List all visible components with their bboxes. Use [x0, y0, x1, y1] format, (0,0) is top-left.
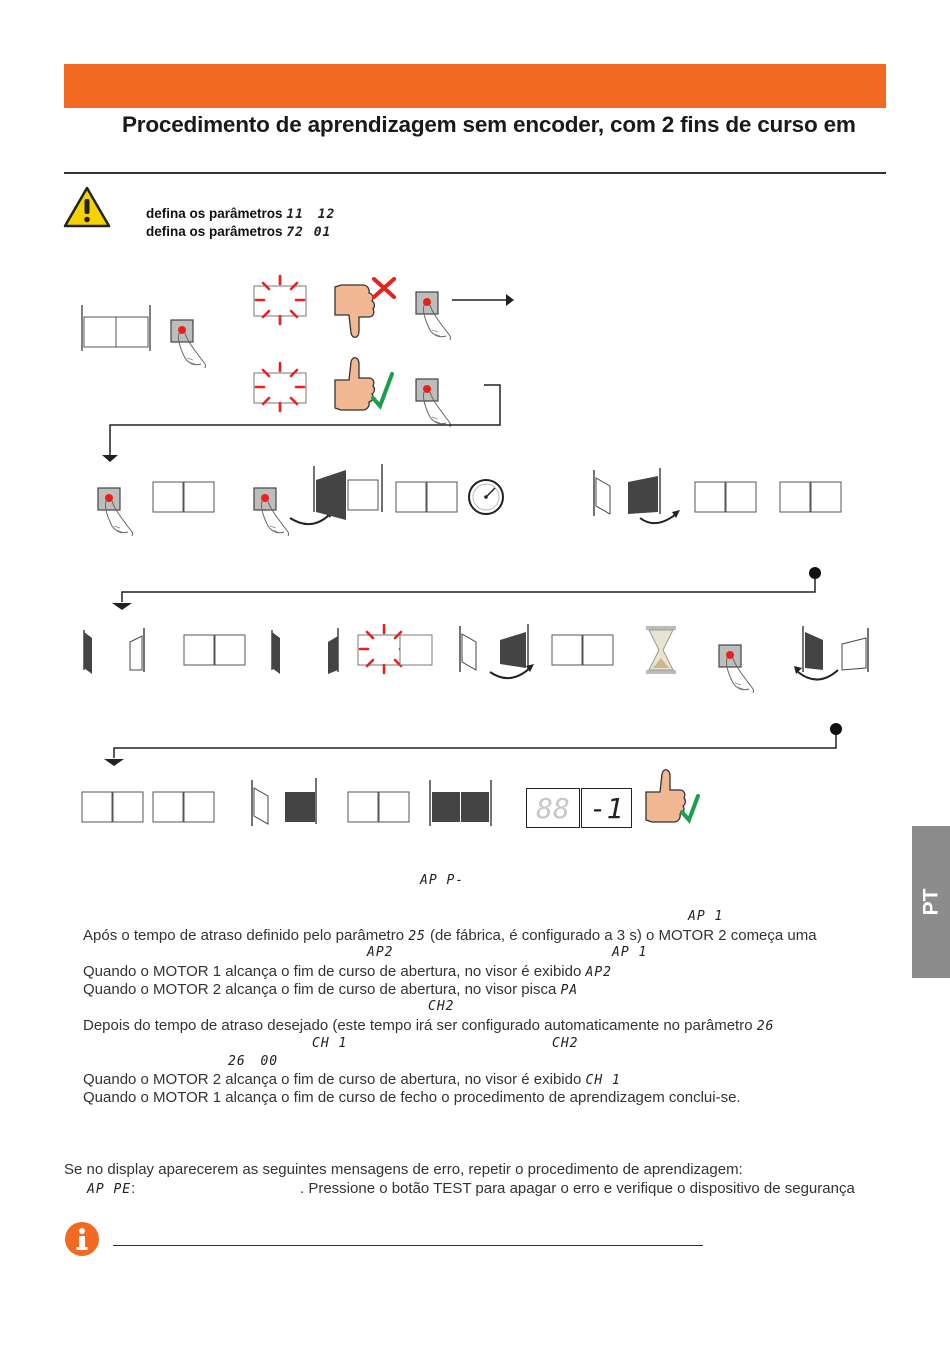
display-left: [526, 788, 580, 828]
warning-line-1: [146, 206, 335, 222]
step-6: [83, 1089, 741, 1106]
display-left-digits: 88: [536, 791, 570, 825]
code-ch2-mid2: CH2: [552, 1036, 579, 1051]
errors-intro: Se no display aparecerem as seguintes mensagens de erro, repetir o procedimento de aprendizagem:: [64, 1161, 743, 1178]
code-ap2-mid: AP2: [367, 945, 394, 960]
error-colon: :: [131, 1180, 136, 1197]
step-1: [83, 927, 886, 944]
step-2-text: Quando o MOTOR 1 alcança o fim de curso de abertura, no visor é exibido: [83, 963, 586, 980]
param-72: 72: [286, 225, 304, 240]
step-2: [83, 963, 612, 980]
step-4-code: 26: [756, 1019, 775, 1034]
info-icon: [64, 1221, 100, 1257]
hourglass: [646, 626, 676, 674]
step-1-rest: (de fábrica, é configurado a 3 s) o MOTOR 2 começa uma: [425, 927, 817, 944]
code-ch2-mid: CH2: [428, 999, 455, 1014]
warning-line-2: [146, 224, 331, 240]
info-divider: [113, 1245, 703, 1246]
step-5: [83, 1071, 621, 1088]
error-code-line: [87, 1180, 135, 1197]
code-26-00: [228, 1054, 278, 1069]
display-right: [581, 788, 632, 828]
error-description: . Pressione o botão TEST para apagar o erro e verifique o dispositivo de segurança: [300, 1180, 855, 1197]
param-12: 12: [317, 207, 336, 222]
param-11: 11: [286, 207, 304, 222]
learning-procedure-diagram: [0, 250, 950, 870]
step-4-text: Depois do tempo de atraso desejado (este tempo irá ser configurado automaticamente no parâmetro: [83, 1017, 757, 1034]
step-6-text: Quando o MOTOR 1 alcança o fim de curso de fecho o procedimento de aprendizagem conclui-se.: [83, 1089, 741, 1106]
code-ch1-mid: CH 1: [312, 1036, 348, 1051]
step-2-code: AP2: [585, 965, 612, 980]
gate-closed-r1: [82, 305, 150, 351]
language-tab-text: PT: [919, 888, 942, 916]
warning-line-1-label: defina os parâmetros: [146, 206, 283, 221]
display-right-digits: -1: [589, 791, 624, 825]
timer-clock: [469, 480, 503, 514]
step-3-text: Quando o MOTOR 2 alcança o fim de curso de abertura, no visor pisca: [83, 981, 561, 998]
code-param-26: 26: [228, 1054, 246, 1069]
language-tab-label: [912, 826, 950, 978]
error-code: AP PE: [87, 1182, 132, 1197]
step-3: [83, 981, 578, 998]
step-3-code: PA: [560, 983, 579, 998]
step-1-code: 25: [408, 929, 426, 944]
code-ap1-mid: AP 1: [612, 945, 648, 960]
code-param-00: 00: [260, 1054, 279, 1069]
page-title: Procedimento de aprendizagem sem encoder, com 2 fins de curso em: [122, 112, 856, 137]
warning-icon: [63, 186, 111, 228]
step-1-text: Após o tempo de atraso definido pelo parâmetro: [83, 927, 409, 944]
param-01: 01: [313, 225, 332, 240]
header-banner: [64, 64, 886, 108]
warning-line-2-label: defina os parâmetros: [146, 224, 283, 239]
title-divider: [64, 172, 886, 174]
step-5-text: Quando o MOTOR 2 alcança o fim de curso de abertura, no visor é exibido: [83, 1071, 586, 1088]
code-app-start: AP P-: [420, 873, 465, 888]
code-ap1-top: AP 1: [688, 909, 724, 924]
step-4: [83, 1017, 774, 1034]
step-5-code: CH 1: [585, 1073, 621, 1088]
